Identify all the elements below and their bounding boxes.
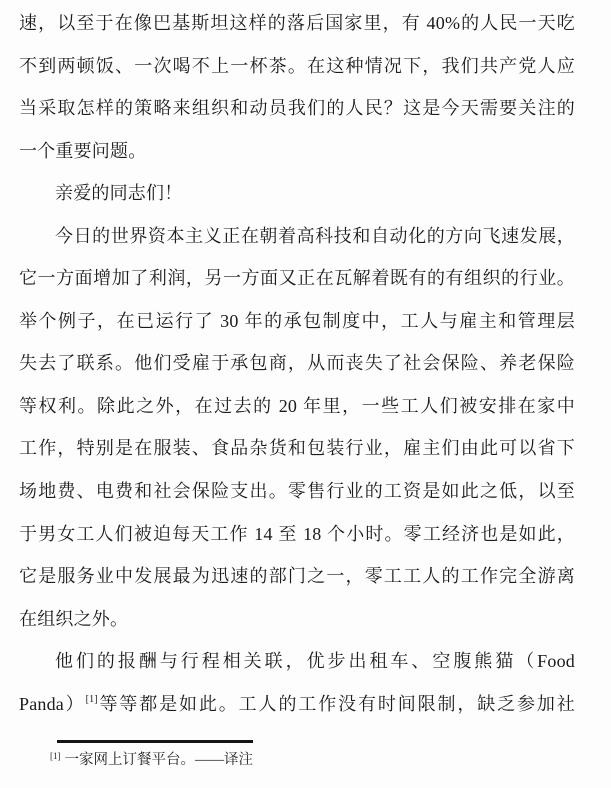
text-line	[19, 130, 575, 173]
text-segment: Panda）	[19, 693, 86, 714]
text-line	[19, 342, 575, 385]
text-segment: 不到两顿饭、一次喝不上一杯茶。在这种情况下，我们共产党人应	[19, 55, 575, 76]
text-segment: 他们的报酬与行程相关联，优步出租车、空腹熊猫（Food	[55, 651, 575, 672]
text-line	[19, 555, 575, 598]
text-line	[19, 215, 575, 258]
text-line	[19, 427, 575, 470]
text-segment: 一个重要问题。	[19, 140, 147, 161]
text-segment: 等权利。除此之外，在过去的 20 年里，一些工人们被安排在家中	[19, 395, 575, 416]
text-line	[19, 598, 575, 641]
text-line	[19, 87, 575, 130]
footnote-marker: [1]	[50, 750, 61, 761]
text-segment: 亲爱的同志们！	[55, 183, 183, 204]
text-segment: 速，以至于在像巴基斯坦这样的落后国家里，有 40%的人民一天吃	[19, 13, 575, 33]
text-line	[19, 300, 575, 343]
text-segment: 在组织之外。	[19, 608, 129, 629]
footnote-reference-marker: [1]	[85, 693, 98, 705]
text-segment: 等等都是如此。工人的工作没有时间限制，缺乏参加社	[97, 693, 575, 714]
text-line	[19, 2, 575, 45]
text-segment: 工作，特别是在服装、食品杂货和包装行业，雇主们由此可以省下	[19, 438, 575, 459]
text-segment: 它是服务业中发展最为迅速的部门之一，零工工人的工作完全游离	[19, 566, 575, 587]
text-line	[19, 470, 575, 513]
text-segment: 当采取怎样的策略来组织和动员我们的人民？这是今天需要关注的	[19, 98, 575, 119]
text-line	[19, 640, 575, 683]
text-segment: 失去了联系。他们受雇于承包商，从而丧失了社会保险、养老保险	[19, 353, 575, 374]
text-line	[19, 683, 575, 726]
footnote-text	[50, 750, 611, 771]
text-line	[19, 513, 575, 556]
text-segment: 场地费、电费和社会保险支出。零售行业的工资是如此之低，以至	[19, 481, 575, 502]
footnote-content: 一家网上订餐平台。——译注	[64, 751, 253, 768]
text-segment: 于男女工人们被迫每天工作 14 至 18 个小时。零工经济也是如此，	[19, 523, 575, 544]
text-line	[19, 385, 575, 428]
text-line	[19, 257, 575, 300]
footnote	[0, 740, 611, 771]
text-segment: 它一方面增加了利润，另一方面又正在瓦解着既有的有组织的行业。	[19, 268, 575, 289]
text-segment: 今日的世界资本主义正在朝着高科技和自动化的方向飞速发展，	[55, 225, 575, 246]
text-line	[19, 45, 575, 88]
footnote-separator	[57, 740, 253, 743]
text-segment: 举个例子，在已运行了 30 年的承包制度中，工人与雇主和管理层	[19, 310, 575, 331]
text-line	[19, 172, 575, 215]
